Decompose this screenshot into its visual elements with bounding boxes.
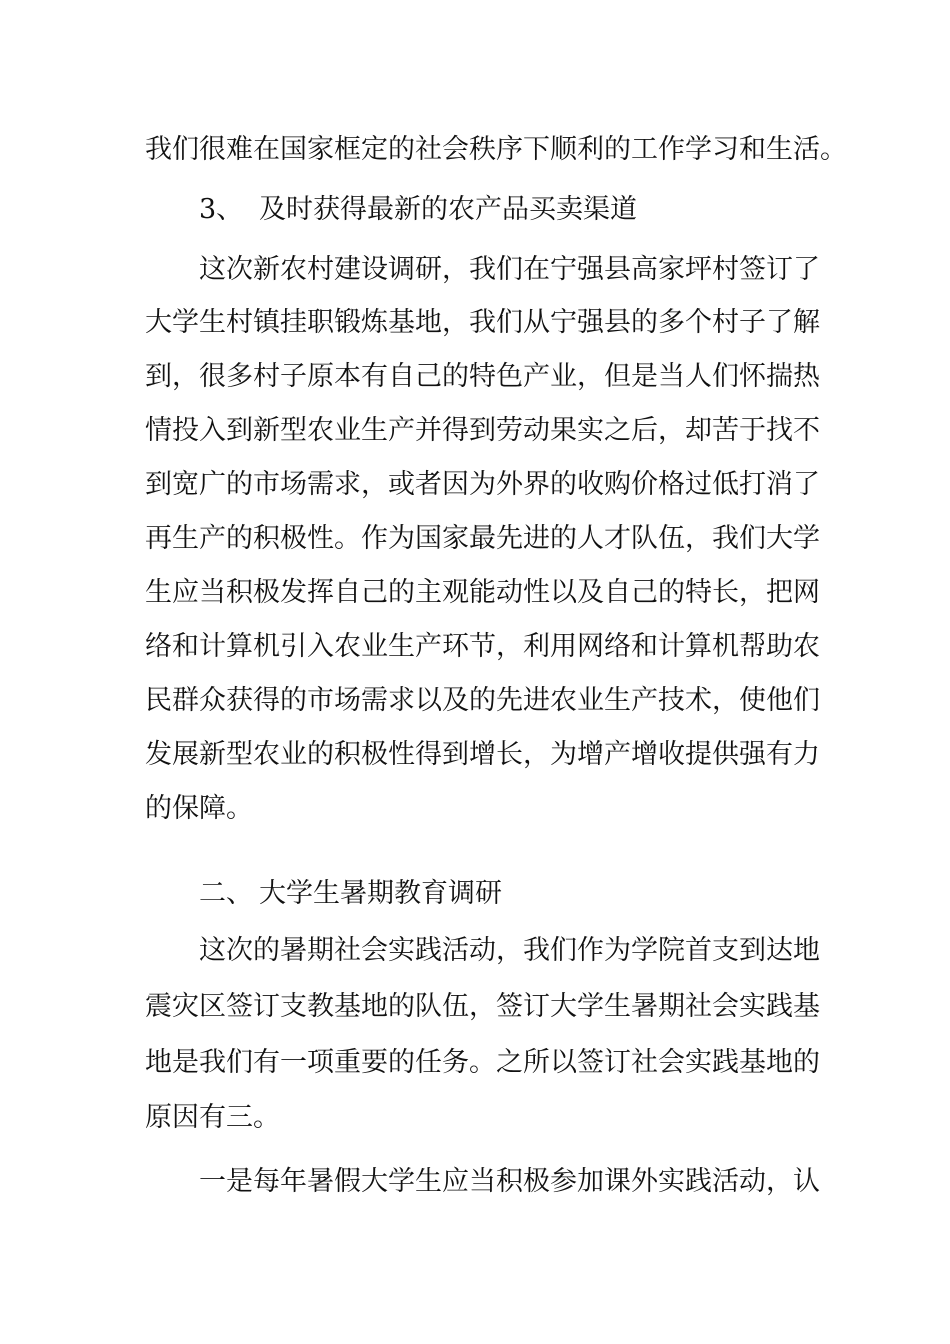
paragraph-line: 络和计算机引入农业生产环节，利用网络和计算机帮助农	[145, 631, 820, 662]
section-title: 及时获得最新的农产品买卖渠道	[259, 194, 637, 225]
section-number: 3、	[199, 194, 244, 225]
paragraph-line: 再生产的积极性。作为国家最先进的人才队伍，我们大学	[145, 523, 820, 554]
section-title: 大学生暑期教育调研	[259, 878, 502, 909]
paragraph-line: 这次新农村建设调研，我们在宁强县高家坪村签订了	[199, 254, 820, 285]
section-heading-2	[199, 874, 502, 914]
paragraph-line: 大学生村镇挂职锻炼基地，我们从宁强县的多个村子了解	[145, 307, 820, 338]
paragraph-line: 原因有三。	[145, 1102, 280, 1133]
paragraph-line: 到宽广的市场需求，或者因为外界的收购价格过低打消了	[145, 469, 820, 500]
section-heading-3	[199, 190, 637, 230]
paragraph-line: 生应当积极发挥自己的主观能动性以及自己的特长，把网	[145, 577, 820, 608]
paragraph-line: 民群众获得的市场需求以及的先进农业生产技术，使他们	[145, 685, 820, 716]
section-number: 二、	[199, 878, 253, 909]
paragraph-line: 地是我们有一项重要的任务。之所以签订社会实践基地的	[145, 1047, 820, 1078]
paragraph-line: 一是每年暑假大学生应当积极参加课外实践活动，认	[199, 1166, 820, 1197]
paragraph-line: 震灾区签订支教基地的队伍，签订大学生暑期社会实践基	[145, 991, 820, 1022]
paragraph-line: 的保障。	[145, 793, 253, 824]
paragraph-line: 这次的暑期社会实践活动，我们作为学院首支到达地	[199, 935, 820, 966]
paragraph-line: 到，很多村子原本有自己的特色产业，但是当人们怀揣热	[145, 361, 820, 392]
paragraph-line: 发展新型农业的积极性得到增长，为增产增收提供强有力	[145, 739, 820, 770]
paragraph-line: 情投入到新型农业生产并得到劳动果实之后，却苦于找不	[145, 415, 820, 446]
paragraph-line: 我们很难在国家框定的社会秩序下顺利的工作学习和生活。	[145, 134, 847, 165]
